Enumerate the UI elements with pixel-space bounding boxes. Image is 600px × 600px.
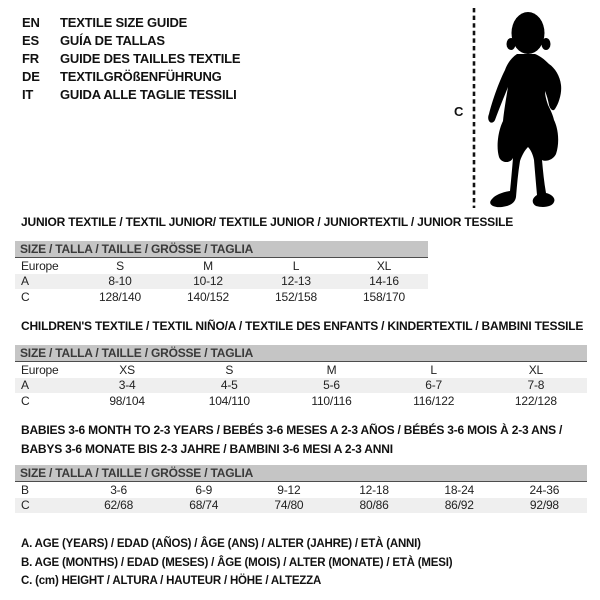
- size-header-bar: SIZE / TALLA / TAILLE / GRÖSSE / TAGLIA: [15, 465, 587, 482]
- size-cell: XL: [376, 258, 392, 273]
- language-row: [22, 86, 240, 104]
- section-junior-textile: [15, 215, 514, 305]
- table-row: [15, 258, 428, 274]
- language-title: TEXTILGRÖßENFÜHRUNG: [60, 69, 222, 84]
- table-row: [15, 393, 587, 409]
- row-label: Europe: [21, 258, 59, 273]
- size-cell: L: [430, 362, 437, 377]
- height-measure-dashed-line: [470, 8, 478, 208]
- size-cell: 7-8: [527, 378, 545, 393]
- size-cell: 158/170: [363, 289, 405, 304]
- size-cell: M: [326, 362, 337, 377]
- table-row: [15, 482, 587, 498]
- row-label: Europe: [21, 362, 59, 377]
- size-cell: 24-36: [529, 482, 560, 497]
- row-label: A: [21, 378, 29, 393]
- legend-line-b: B. AGE (MONTHS) / EDAD (MESES) / ÂGE (MOIS) / ALTER (MONATE) / ETÀ (MESI): [21, 556, 453, 569]
- size-cell: S: [116, 258, 124, 273]
- size-cell: 5-6: [323, 378, 340, 393]
- measurement-legend: [21, 535, 452, 591]
- language-code: FR: [22, 51, 39, 66]
- language-title: TEXTILE SIZE GUIDE: [60, 15, 188, 30]
- legend-line-c: C. (cm) HEIGHT / ALTURA / HAUTEUR / HÖHE / ALTEZZA: [21, 575, 322, 587]
- table-row: [15, 289, 428, 305]
- language-row: [22, 14, 240, 32]
- size-cell: M: [203, 258, 213, 273]
- size-cell: 68/74: [189, 498, 219, 513]
- table-row: [15, 362, 587, 378]
- size-cell: XS: [119, 362, 135, 377]
- section-title-line-1: BABIES 3-6 MONTH TO 2-3 YEARS / BEBÉS 3-6 MESES A 2-3 AÑOS / BÉBÉS 3-6 MOIS À 2-3 ANS /: [21, 423, 563, 437]
- language-title: GUÍA DE TALLAS: [60, 33, 165, 48]
- size-cell: 6-7: [425, 378, 443, 393]
- size-cell: 152/158: [275, 289, 317, 304]
- size-cell: 128/140: [99, 289, 141, 304]
- row-label: C: [21, 498, 30, 513]
- size-cell: 3-4: [118, 378, 136, 393]
- size-cell: 80/86: [359, 498, 389, 513]
- height-measure-label: C: [454, 104, 464, 119]
- size-cell: 104/110: [208, 393, 250, 408]
- size-cell: 122/128: [514, 393, 557, 408]
- size-cell: 12-13: [281, 274, 311, 289]
- size-cell: 116/122: [413, 393, 455, 408]
- size-cell: XL: [528, 362, 544, 377]
- size-cell: 18-24: [444, 482, 475, 497]
- size-cell: 86/92: [444, 498, 474, 513]
- section-children-textile: [15, 319, 587, 409]
- size-cell: 12-18: [359, 482, 389, 497]
- section-title: JUNIOR TEXTILE / TEXTIL JUNIOR/ TEXTILE JUNIOR / JUNIORTEXTIL / JUNIOR TESSILE: [21, 215, 514, 229]
- size-cell: 3-6: [110, 482, 127, 497]
- legend-line-a: A. AGE (YEARS) / EDAD (AÑOS) / ÂGE (ANS) / ALTER (JAHRE) / ETÀ (ANNI): [21, 538, 421, 550]
- language-title: GUIDE DES TAILLES TEXTILE: [60, 51, 241, 66]
- size-cell: 8-10: [108, 274, 132, 289]
- table-row: [15, 498, 587, 514]
- size-cell: 140/152: [187, 289, 229, 304]
- row-label: C: [21, 393, 30, 408]
- size-header-bar: SIZE / TALLA / TAILLE / GRÖSSE / TAGLIA: [15, 345, 587, 362]
- babies-size-table: [15, 482, 587, 513]
- section-title-line-2: BABYS 3-6 MONATE BIS 2-3 JAHRE / BAMBINI 3-6 MESI A 2-3 ANNI: [21, 442, 393, 456]
- table-row: [15, 274, 428, 290]
- language-row: [22, 68, 240, 86]
- section-title: CHILDREN'S TEXTILE / TEXTIL NIÑO/A / TEXTILE DES ENFANTS / KINDERTEXTIL / BAMBINI TESSILE: [21, 319, 584, 333]
- children-size-table: [15, 362, 587, 409]
- size-cell: S: [225, 362, 234, 377]
- language-code: ES: [22, 33, 39, 48]
- baby-silhouette: [483, 8, 575, 208]
- row-label: B: [21, 482, 29, 497]
- row-label: C: [21, 289, 30, 304]
- language-code: DE: [22, 69, 40, 84]
- language-code: IT: [22, 87, 34, 102]
- size-cell: 9-12: [277, 482, 301, 497]
- language-row: [22, 50, 240, 68]
- size-cell: L: [292, 258, 300, 273]
- size-cell: 74/80: [274, 498, 304, 513]
- size-cell: 10-12: [193, 274, 223, 289]
- size-cell: 62/68: [104, 498, 134, 513]
- size-cell: 92/98: [529, 498, 559, 513]
- table-row: [15, 378, 587, 394]
- language-title: GUIDA ALLE TAGLIE TESSILI: [60, 87, 237, 102]
- size-cell: 6-9: [195, 482, 213, 497]
- row-label: A: [21, 274, 29, 289]
- size-cell: 14-16: [369, 274, 399, 289]
- size-cell: 4-5: [220, 378, 238, 393]
- language-title-block: [22, 14, 240, 104]
- size-cell: 110/116: [311, 393, 352, 408]
- size-header-bar: SIZE / TALLA / TAILLE / GRÖSSE / TAGLIA: [15, 241, 428, 258]
- language-code: EN: [22, 15, 40, 30]
- section-babies-textile: [15, 421, 587, 513]
- junior-size-table: [15, 258, 428, 305]
- size-cell: 98/104: [109, 393, 145, 408]
- language-row: [22, 32, 240, 50]
